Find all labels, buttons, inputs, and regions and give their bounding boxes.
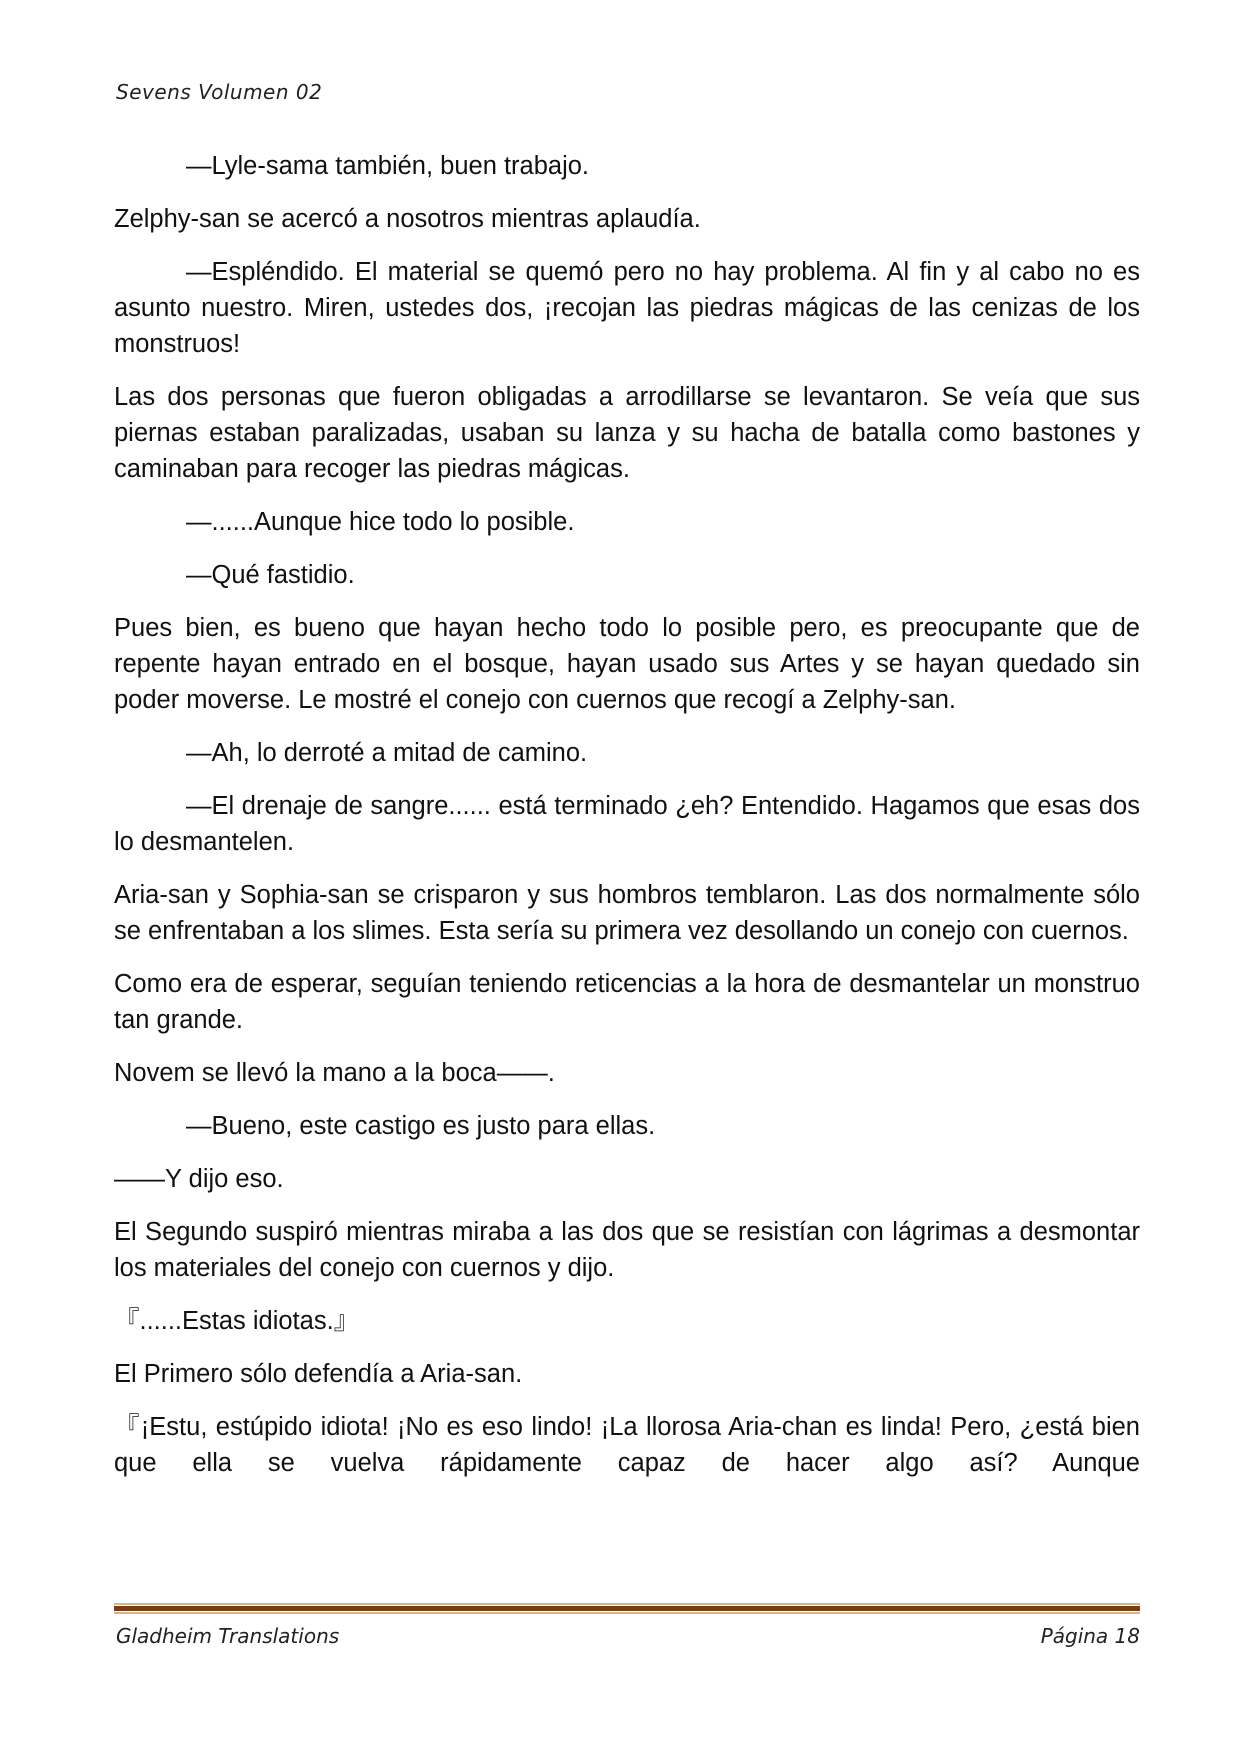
- paragraph: —El drenaje de sangre...... está terminado ¿eh? Entendido. Hagamos que esas dos lo desmantelen.: [114, 792, 1140, 856]
- paragraph: —Lyle-sama también, buen trabajo.: [186, 152, 590, 180]
- paragraph: —Espléndido. El material se quemó pero no hay problema. Al fin y al cabo no es asunto nuestro. Miren, ustedes dos, ¡recojan las piedras mágicas de las cenizas de los monstruos!: [114, 258, 1140, 358]
- page-body: [114, 148, 1140, 1498]
- paragraph: —Qué fastidio.: [186, 561, 355, 589]
- paragraph: —Bueno, este castigo es justo para ellas.: [186, 1112, 656, 1140]
- paragraph: —......Aunque hice todo lo posible.: [186, 508, 575, 536]
- paragraph: Como era de esperar, seguían teniendo reticencias a la hora de desmantelar un monstruo tan grande.: [114, 970, 1140, 1034]
- paragraph: Las dos personas que fueron obligadas a arrodillarse se levantaron. Se veía que sus piernas estaban paralizadas, usaban su lanza y su hacha de batalla como bastones y caminaban para recoger las piedras mágicas.: [114, 383, 1140, 483]
- paragraph: ——Y dijo eso.: [114, 1165, 284, 1193]
- paragraph: 『......Estas idiotas.』: [114, 1307, 360, 1335]
- running-header: Sevens Volumen 02: [116, 80, 323, 104]
- paragraph: El Segundo suspiró mientras miraba a las dos que se resistían con lágrimas a desmontar los materiales del conejo con cuernos y dijo.: [114, 1218, 1140, 1282]
- footer-publisher: Gladheim Translations: [116, 1624, 340, 1648]
- page-number: Página 18: [1040, 1624, 1140, 1648]
- paragraph: Aria-san y Sophia-san se crisparon y sus hombros temblaron. Las dos normalmente sólo se enfrentaban a los slimes. Esta sería su primera vez desollando un conejo con cuernos.: [114, 881, 1140, 945]
- paragraph: Zelphy-san se acercó a nosotros mientras aplaudía.: [114, 205, 701, 233]
- paragraph: El Primero sólo defendía a Aria-san.: [114, 1360, 523, 1388]
- paragraph: Pues bien, es bueno que hayan hecho todo lo posible pero, es preocupante que de repente hayan entrado en el bosque, hayan usado sus Artes y se hayan quedado sin poder moverse. Le mostré el conejo con cuernos que recogí a Zelphy-san.: [114, 614, 1140, 714]
- paragraph: Novem se llevó la mano a la boca——.: [114, 1059, 555, 1087]
- footer-rule: [114, 1603, 1140, 1614]
- paragraph: 『¡Estu, estúpido idiota! ¡No es eso lindo! ¡La llorosa Aria-chan es linda! Pero, ¿está bien que ella se vuelva rápidamente capaz de hacer algo así? Aunque: [114, 1413, 1140, 1477]
- paragraph: —Ah, lo derroté a mitad de camino.: [186, 739, 588, 767]
